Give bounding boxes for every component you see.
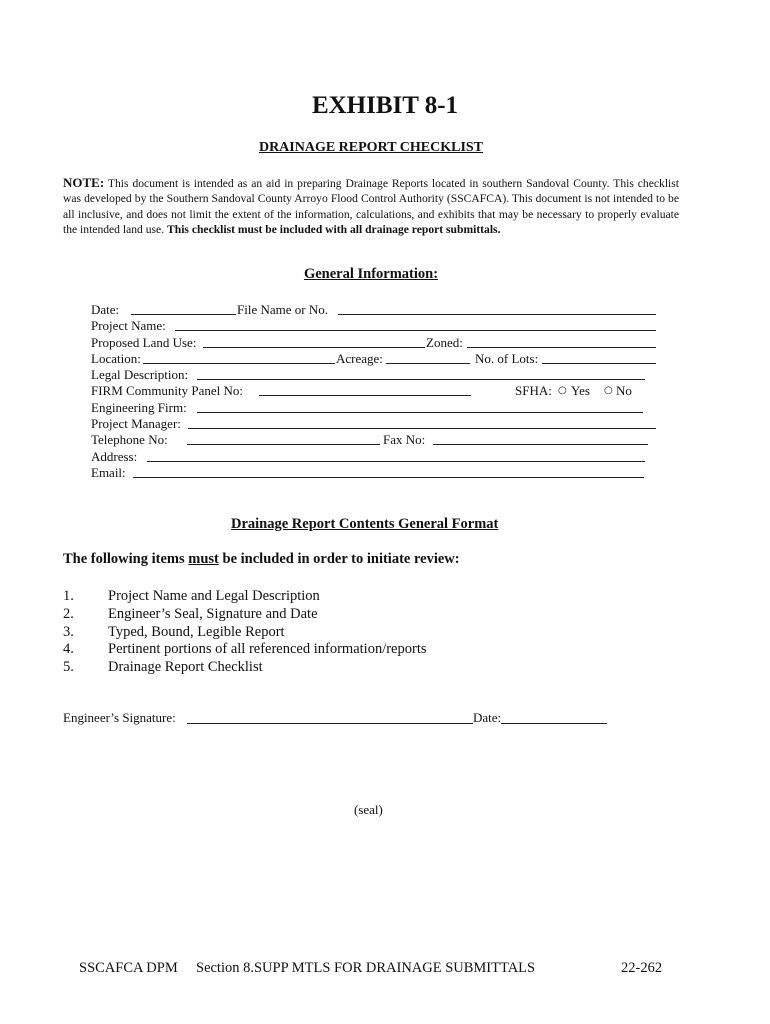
engineer-signature-field[interactable] <box>187 710 473 724</box>
project-name-field[interactable] <box>175 318 656 331</box>
location-field[interactable] <box>143 351 335 364</box>
note-label: NOTE: <box>63 175 105 190</box>
firm-label: FIRM Community Panel No: <box>91 383 244 399</box>
legal-field[interactable] <box>197 367 645 380</box>
list-item-number: 3. <box>63 623 74 640</box>
engineer-signature-label: Engineer’s Signature: <box>63 710 176 725</box>
file-field[interactable] <box>338 302 656 315</box>
zoned-field[interactable] <box>467 335 656 348</box>
general-info-form <box>91 302 657 481</box>
footer-center: Section 8.SUPP MTLS FOR DRAINAGE SUBMITTALS <box>196 960 536 976</box>
land-use-row <box>91 335 657 351</box>
document-subtitle: DRAINAGE REPORT CHECKLIST <box>258 140 484 155</box>
signature-date-field[interactable] <box>501 710 607 724</box>
manager-field[interactable] <box>188 416 656 429</box>
address-field[interactable] <box>147 449 645 462</box>
address-label: Address: <box>91 448 138 464</box>
note-text: This document is intended as an aid in preparing Drainage Reports located in southern Sandoval County. This checklist was developed by the Southern Sandoval County Arroyo Flood Control Authority (SSCAFCA). This document is not intended to be all inclusive, and does not limit the extent of the information, calculations, and exhibits that may be necessary to properly evaluate the intended land use. <box>63 177 679 236</box>
list-item-text: Drainage Report Checklist <box>108 659 263 676</box>
sfha-yes-label: Yes <box>571 383 590 399</box>
footer-page-number: 22-262 <box>621 960 663 976</box>
firm-row <box>91 383 657 399</box>
email-field[interactable] <box>133 465 644 478</box>
firm-field[interactable] <box>259 383 471 396</box>
list-item-text: Pertinent portions of all referenced information/reports <box>108 641 427 658</box>
telephone-label: Telephone No: <box>91 432 168 448</box>
acreage-field[interactable] <box>386 351 470 364</box>
signature-date-label: Date: <box>473 710 502 725</box>
land-use-field[interactable] <box>203 335 425 348</box>
list-item-number: 2. <box>63 605 74 622</box>
telephone-row <box>91 432 657 448</box>
engineering-field[interactable] <box>197 400 643 413</box>
file-label: File Name or No. <box>237 302 328 317</box>
fax-field[interactable] <box>433 432 648 445</box>
land-use-label: Proposed Land Use: <box>91 334 197 350</box>
lots-field[interactable] <box>542 351 656 364</box>
list-item-number: 1. <box>63 588 74 604</box>
legal-label: Legal Description: <box>91 367 189 383</box>
date-file-row <box>91 302 657 318</box>
manager-row <box>91 416 657 432</box>
requirement-pre: The following items <box>63 551 189 567</box>
date-field[interactable] <box>131 302 236 315</box>
list-item-number: 5. <box>63 659 74 676</box>
sfha-label: SFHA: <box>515 383 552 399</box>
contents-heading: Drainage Report Contents General Format <box>231 516 499 532</box>
fax-label: Fax No: <box>383 432 426 448</box>
general-info-heading: General Information: <box>303 266 439 282</box>
sfha-no-radio-icon[interactable]: ○ <box>604 385 613 397</box>
footer-left: SSCAFCA DPM <box>79 960 178 976</box>
document-title: EXHIBIT 8-1 <box>311 92 459 119</box>
lots-label: No. of Lots: <box>475 350 539 366</box>
acreage-label: Acreage: <box>336 350 383 366</box>
sfha-no-label: No <box>616 383 632 399</box>
engineering-label: Engineering Firm: <box>91 399 187 415</box>
list-item-text: Engineer’s Seal, Signature and Date <box>108 605 318 622</box>
note-paragraph <box>63 175 679 237</box>
project-name-row <box>91 318 657 334</box>
list-item-number: 4. <box>63 641 74 658</box>
signature-row <box>63 710 623 728</box>
date-label: Date: <box>91 302 120 317</box>
note-bold-text: This checklist must be included with all drainage report submittals. <box>167 222 501 236</box>
telephone-field[interactable] <box>187 432 380 445</box>
email-row <box>91 465 657 481</box>
email-label: Email: <box>91 464 126 480</box>
location-row <box>91 351 657 367</box>
legal-row <box>91 367 657 383</box>
requirement-line <box>63 551 460 568</box>
requirement-must: must <box>188 551 219 567</box>
list-item-text: Typed, Bound, Legible Report <box>108 623 285 640</box>
engineering-row <box>91 400 657 416</box>
requirement-post: be included in order to initiate review: <box>218 551 460 567</box>
zoned-label: Zoned: <box>426 334 463 350</box>
seal-placeholder: (seal) <box>354 802 383 817</box>
project-name-label: Project Name: <box>91 318 166 334</box>
location-label: Location: <box>91 350 141 366</box>
manager-label: Project Manager: <box>91 416 181 432</box>
list-item-text: Project Name and Legal Description <box>108 588 320 604</box>
address-row <box>91 449 657 465</box>
sfha-yes-radio-icon[interactable]: ○ <box>558 385 567 397</box>
